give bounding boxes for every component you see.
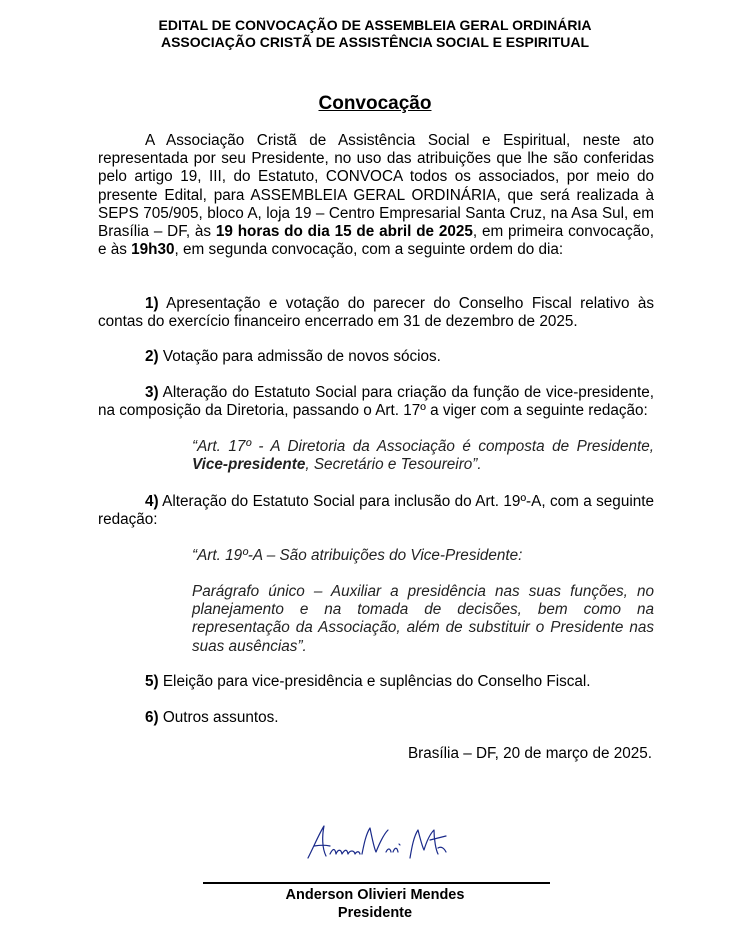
intro-text-2: , em primeira convocação, e às (98, 223, 654, 259)
quote-art-17 (192, 438, 654, 474)
agenda-item-text: Alteração do Estatuto Social para inclusão do Art. 19º-A, com a seguinte redação: (98, 493, 654, 529)
agenda-item-number: 3) (145, 384, 159, 401)
intro-text-3: , em segunda convocação, com a seguinte ordem do dia: (174, 241, 564, 259)
place-date: Brasília – DF, 20 de março de 2025. (407, 745, 652, 762)
quote-text-1: “Art. 17º - A Diretoria da Associação é composta de Presidente, (192, 438, 654, 455)
agenda-item-text: Apresentação e votação do parecer do Conselho Fiscal relativo às contas do exercício financeiro encerrado em 31 de dezembro de 2025. (98, 295, 654, 331)
agenda-item-2 (98, 348, 654, 366)
agenda-item-text: Eleição para vice-presidência e suplências do Conselho Fiscal. (158, 673, 591, 690)
quote-bold-vice: Vice-presidente (192, 456, 306, 474)
agenda-item-text: Outros assuntos. (158, 709, 279, 726)
document-header (0, 17, 750, 51)
agenda-item-number: 5) (145, 673, 159, 690)
intro-paragraph (98, 132, 654, 259)
agenda-item-number: 6) (145, 709, 159, 726)
signatory-role: Presidente (337, 904, 413, 921)
agenda-item-number: 1) (145, 295, 159, 312)
agenda-item-5 (98, 673, 654, 691)
header-line-2: ASSOCIAÇÃO CRISTÃ DE ASSISTÊNCIA SOCIAL E ESPIRITUAL (160, 34, 590, 50)
agenda-item-text: Votação para admissão de novos sócios. (158, 348, 441, 365)
signature-line (203, 882, 550, 884)
intro-bold-date: 19 horas do dia 15 de abril de 2025 (215, 223, 473, 241)
agenda-item-4 (98, 493, 654, 529)
agenda-item-3 (98, 384, 654, 420)
agenda-item-number: 4) (145, 493, 159, 510)
quote-paragrafo-unico: Parágrafo único – Auxiliar a presidência nas suas funções, no planejamento e na tomada de decisões, bem como na representação da Associação, além de substituir o Presidente nas suas ausências”. (192, 583, 654, 655)
quote-art-19a: “Art. 19º-A – São atribuições do Vice-Presidente: (192, 547, 523, 564)
quote-text-2: , Secretário e Tesoureiro”. (305, 456, 482, 474)
handwritten-signature (300, 818, 450, 868)
header-line-1: EDITAL DE CONVOCAÇÃO DE ASSEMBLEIA GERAL ORDINÁRIA (158, 17, 592, 33)
signatory-block (0, 887, 750, 922)
agenda-item-1 (98, 295, 654, 331)
agenda-item-number: 2) (145, 348, 159, 365)
signatory-name: Anderson Olivieri Mendes (285, 887, 465, 903)
agenda-item-text: Alteração do Estatuto Social para criação da função de vice-presidente, na composição da Diretoria, passando o Art. 17º a viger com a seguinte redação: (98, 384, 654, 420)
agenda-item-6 (98, 709, 654, 727)
intro-bold-time: 19h30 (131, 241, 175, 259)
intro-text-1: A Associação Cristã de Assistência Social e Espiritual, neste ato representada por seu Presidente, no uso das atribuições que lhe são conferidas pelo artigo 19, III, do Estatuto, CONVOCA todos os associados, por meio do presente Edital, para ASSEMBLEIA GERAL ORDINÁRIA, que será realizada à SEPS 705/905, bloco A, loja 19 – Centro Empresarial Santa Cruz, na Asa Sul, em Brasília – DF, às (98, 132, 654, 241)
document-title: Convocação (318, 93, 432, 114)
